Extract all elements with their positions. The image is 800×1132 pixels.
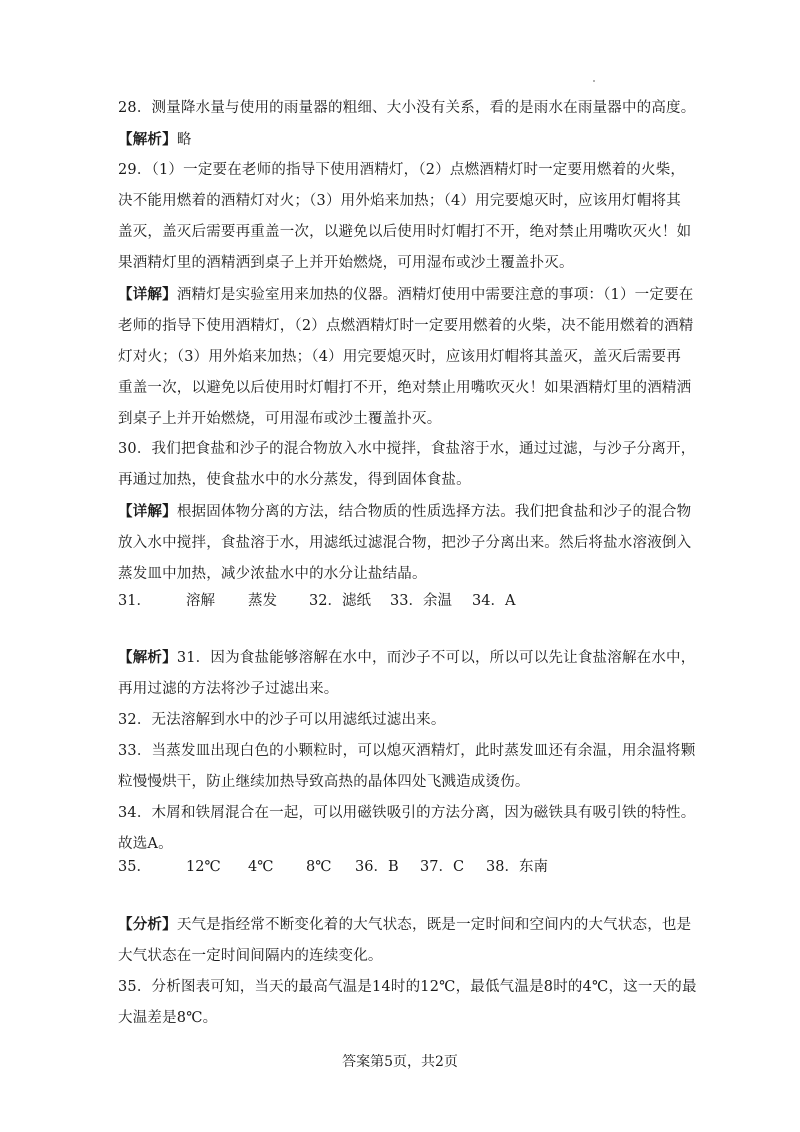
- q28-note-text: 略: [176, 132, 192, 148]
- answer-item: 蒸发: [248, 593, 277, 609]
- analysis-line: [118, 642, 696, 674]
- analysis-text: 天气是指经常不断变化着的大气状态，既是一定时间和空间内的大气状态，也是: [176, 917, 692, 933]
- q29-line: 决不能用燃着的酒精灯对火；（3）用外焰来加热；（4）用完要熄灭时，应该用灯帽将其: [118, 193, 681, 209]
- q30-detail-line: [118, 496, 692, 528]
- analysis-31-34: [118, 642, 696, 860]
- q30-detail-tag: 【详解】: [118, 503, 177, 520]
- answers-31-34: [118, 586, 684, 617]
- q29-block: [118, 155, 694, 435]
- answer-item: 4℃: [248, 859, 274, 875]
- q30-line: 再通过加热，使食盐水中的水分蒸发，得到固体食盐。: [118, 472, 471, 488]
- q28-note: [118, 124, 684, 156]
- analysis-line: 大温差是8℃。: [118, 1010, 218, 1026]
- analysis-line: 再用过滤的方法将沙子过滤出来。: [118, 681, 339, 697]
- q30-block: [118, 434, 696, 590]
- analysis-line: 粒慢慢烘干，防止继续加热导致高热的晶体四处飞溅造成烫伤。: [118, 774, 530, 790]
- analysis-35-38: [118, 909, 697, 1034]
- q29-line: 29．（1）一定要在老师的指导下使用酒精灯，（2）点燃酒精灯时一定要用燃着的火柴，: [118, 162, 686, 178]
- q29-detail-line: 到桌子上并开始燃烧，可用湿布或沙土覆盖扑灭。: [118, 411, 442, 427]
- q29-line: 果酒精灯里的酒精洒到桌子上并开始燃烧，可用湿布或沙土覆盖扑灭。: [118, 255, 574, 271]
- q28-text: 28．测量降水量与使用的雨量器的粗细、大小没有关系，看的是雨水在雨量器中的高度。: [118, 100, 696, 116]
- answer-item: 37．C: [420, 859, 465, 875]
- q30-detail-line: 放入水中搅拌，食盐溶于水，用滤纸过滤混合物，把沙子分离出来。然后将盐水溶液倒入: [118, 535, 692, 551]
- q30-detail-line: 蒸发皿中加热，减少浓盐水中的水分让盐结晶。: [118, 566, 427, 582]
- q28-note-tag: 【解析】: [118, 131, 177, 148]
- answer-item: 36．B: [355, 859, 399, 875]
- q29-detail-line: 老师的指导下使用酒精灯，（2）点燃酒精灯时一定要用燃着的火柴，决不能用燃着的酒精: [118, 318, 694, 334]
- answer-item: 8℃: [306, 859, 332, 875]
- analysis-line: 32．无法溶解到水中的沙子可以用滤纸过滤出来。: [118, 712, 446, 728]
- analysis-line: 大气状态在一定时间间隔内的连续变化。: [118, 948, 383, 964]
- q29-detail-line: 重盖一次，以避免以后使用时灯帽打不开，绝对禁止用嘴吹灭火！如果酒精灯里的酒精洒: [118, 380, 692, 396]
- answers-35-38: [118, 852, 684, 883]
- analysis-tag: 【解析】: [118, 649, 177, 666]
- q29-line: 盖灭，盖灭后需要再重盖一次，以避免以后使用时灯帽打不开，绝对禁止用嘴吹灭火！如: [118, 224, 692, 240]
- answer-item: 32．滤纸: [309, 593, 371, 609]
- answer-item: 38．东南: [486, 859, 548, 875]
- page-footer: 答案第5页，共2页: [342, 1054, 458, 1070]
- analysis-line: 34．木屑和铁屑混合在一起，可以用磁铁吸引的方法分离，因为磁铁具有吸引铁的特性。: [118, 805, 696, 821]
- answer-item: 33．余温: [390, 593, 452, 609]
- answer-item: 31．: [118, 593, 151, 609]
- analysis-tag: 【分析】: [118, 916, 177, 933]
- answer-item: 12℃: [186, 859, 221, 875]
- analysis-line: 33．当蒸发皿出现白色的小颗粒时，可以熄灭酒精灯，此时蒸发皿还有余温，用余温将颗: [118, 743, 696, 759]
- q29-detail-text: 酒精灯是实验室用来加热的仪器。酒精灯使用中需要注意的事项：（1）一定要在: [176, 287, 694, 303]
- q29-detail-line: [118, 279, 694, 311]
- answer-item: 溶解: [186, 593, 215, 609]
- q29-detail-line: 灯对火；（3）用外焰来加热；（4）用完要熄灭时，应该用灯帽将其盖灭，盖灭后需要再: [118, 349, 681, 365]
- q29-detail-tag: 【详解】: [118, 286, 177, 303]
- q30-line: 30．我们把食盐和沙子的混合物放入水中搅拌，食盐溶于水，通过过滤，与沙子分离开，: [118, 441, 696, 457]
- analysis-text: 31．因为食盐能够溶解在水中，而沙子不可以，所以可以先让食盐溶解在水中，: [176, 650, 696, 666]
- answer-item: 34．A: [472, 593, 516, 609]
- analysis-line: 35．分析图表可知，当天的最高气温是14时的12℃，最低气温是8时的4℃，这一天的最: [118, 979, 697, 995]
- analysis-line: 故选A。: [118, 836, 173, 852]
- scan-speck: [593, 80, 595, 82]
- q28-block: [118, 93, 696, 156]
- q30-detail-text: 根据固体物分离的方法，结合物质的性质选择方法。我们把食盐和沙子的混合物: [176, 504, 692, 520]
- analysis-line: [118, 909, 692, 941]
- answer-item: 35．: [118, 859, 151, 875]
